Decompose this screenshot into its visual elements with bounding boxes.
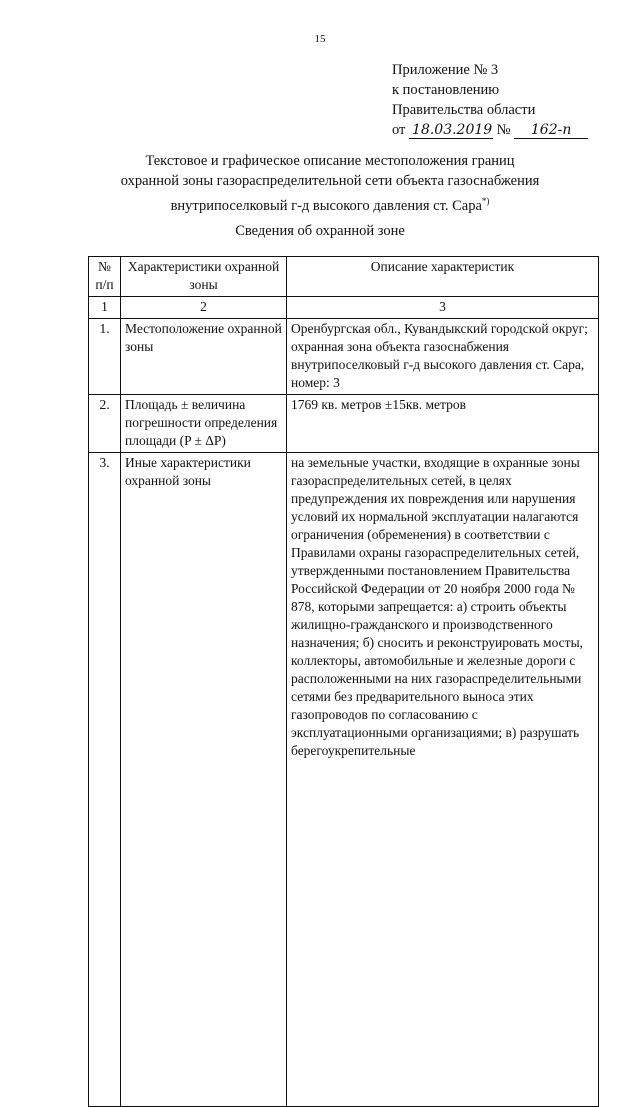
row-characteristic: Местоположение охранной зоны [121,319,287,395]
index-cell: 3 [287,297,599,319]
protection-zone-table [88,256,599,1107]
table-header-row [89,257,599,297]
row-characteristic: Иные характеристики охранной зоны [121,453,287,1107]
row-description [287,453,599,1107]
document-title [80,151,580,216]
table-row [89,453,599,1107]
table-index-row [89,297,599,319]
appendix-date-line [392,120,588,140]
appendix-line-2: к постановлению [392,82,500,98]
row-number: 3. [89,453,121,1107]
header-description: Описание характеристик [287,257,599,297]
handwritten-number: 162-п [514,122,588,139]
row-characteristic: Площадь ± величина погрешности определения площади (P ± ΔP) [121,395,287,453]
table-row [89,395,599,453]
row-description: 1769 кв. метров ±15кв. метров [287,395,599,453]
row-number: 1. [89,319,121,395]
table-row [89,319,599,395]
appendix-line-3: Правительства области [392,102,536,118]
title-line-1: Текстовое и графическое описание местоположения границ [145,153,515,169]
footnote-mark: *) [481,196,490,206]
index-cell: 2 [121,297,287,319]
header-num: № п/п [89,257,121,297]
title-line-3: внутрипоселковый г-д высокого давления ст. Сара*) [170,196,490,214]
header-characteristic: Характеристики охранной зоны [121,257,287,297]
row-description: Оренбургская обл., Кувандыкский городской округ; охранная зона объекта газоснабжения внутрипоселковый г-д высокого давления ст. Сара, номер: 3 [287,319,599,395]
row-description-text: на земельные участки, входящие в охранные зоны газораспределительных сетей, в целях предупреждения их повреждения или нарушения условий их нормальной эксплуатации налагаются ограничения (обременения) в соответствии с Правилами охраны газораспределительных сетей, утвержденными постановлением Правительства Российской Федерации от 20 ноября 2000 года № 878, которыми запрещается: а) строить объекты жилищно-гражданского и производственного назначения; б) сносить и реконструировать мосты, коллекторы, автомобильные и железные дороги с расположенными на них газораспределительными сетями без предварительного выноса этих газопроводов по согласованию с эксплуатационными организациями; в) разрушать берегоукрепительные [291,455,584,758]
row-number: 2. [89,395,121,453]
section-subtitle: Сведения об охранной зоне [235,223,405,239]
index-cell: 1 [89,297,121,319]
page-number: 15 [314,33,326,45]
appendix-line-1: Приложение № 3 [392,62,499,78]
from-label: от [392,122,406,138]
appendix-block [392,60,588,140]
handwritten-date: 18.03.2019 [409,122,493,139]
title-line-2: охранной зоны газораспределительной сети объекта газоснабжения [120,173,540,189]
number-label: № [496,122,511,138]
